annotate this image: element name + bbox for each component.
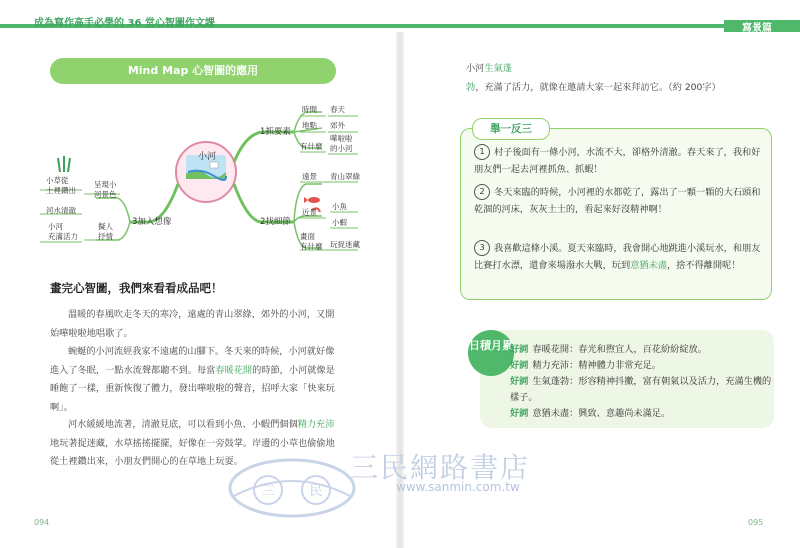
section-tag: 寫景篇: [742, 23, 772, 34]
mindmap-center-label: 小河: [197, 152, 216, 162]
book-title: 成為寫作高手必學的 36 堂心智圖作文課: [34, 18, 215, 29]
leaf-key: 擬人 抒情: [98, 222, 113, 241]
vocab-badge: 日積月累: [468, 330, 514, 376]
paragraph-text: 的時節，小河就像是睡飽了一樣，重新恢復了體力，發出嘩啦啦的聲音，招呼大家「快來玩啊」。: [50, 364, 335, 413]
branch-label-2: 2找細節: [260, 217, 291, 227]
leaf-key: 遠景: [302, 172, 317, 181]
mindmap-banner: Mind Map 心智圖的應用: [50, 58, 336, 84]
leaf-key: 地點: [302, 121, 317, 130]
logo-char: 三: [261, 484, 275, 499]
vocab-item: [510, 406, 774, 422]
example-text: 冬天來臨的時候，小河裡的水都乾了，露出了一顆一顆的大石頭和乾涸的河床，灰灰土土的，看起來好沒精神啊！: [474, 187, 761, 215]
number-badge: 2: [474, 184, 490, 200]
number-badge: 3: [474, 240, 490, 256]
vocab-tag: 好詞: [510, 408, 529, 419]
leaf-key: 近景: [302, 208, 317, 217]
vocab-text: 春暖花開：春光和煦宜人，百花紛紛綻放。: [532, 344, 707, 355]
page-number-left: 094: [34, 518, 50, 527]
vocab-item: [510, 358, 774, 374]
leaf-value: 玩捉迷藏: [330, 240, 360, 249]
vocab-tag: 好詞: [510, 376, 529, 387]
leaf-key: 有什麼: [300, 142, 323, 151]
paragraph-text: 地玩著捉迷藏，水草搖搖擺擺，好像在一旁鼓掌。岸邊的小草也偷偷地從土裡鑽出來，小朋友們開心的在草地上玩耍。: [50, 437, 335, 467]
paragraph-text: 蜿蜒的小河流經我家不遠處的山腳下。冬天來的時候，小河就好像進入了冬眠，一點水流聲都聽不到。每當: [50, 346, 335, 376]
paragraph-text: 小河: [466, 63, 485, 74]
vocab-text: 生氣蓬勃：形容精神抖擻，富有朝氣以及活力，充滿生機的樣子。: [510, 376, 772, 403]
leaf-value: 河水清澈: [46, 206, 76, 215]
vocab-text: 精力充沛：精神體力非常充足。: [532, 360, 661, 371]
branch-label-3: 3加入想像: [132, 217, 172, 227]
highlight-term: 春暖花開: [215, 364, 253, 376]
paragraph-text: 溫暖的春風吹走冬天的寒冷，遠處的青山翠綠，郊外的小河，又開始嘩啦啦地唱歌了。: [50, 309, 335, 339]
leaf-key: 時間: [302, 105, 317, 114]
bookstore-logo-icon: [228, 456, 356, 520]
number-badge: 1: [474, 144, 490, 160]
leaf-value: 小草從 土裡鑽出: [46, 176, 76, 195]
vocab-item: [510, 374, 774, 406]
leaf-value: 小蝦: [332, 218, 347, 227]
vocab-tag: 好詞: [510, 360, 529, 371]
highlight-term: 生氣蓬勃: [466, 63, 512, 93]
leaf-value: 春天: [330, 105, 345, 114]
example-text: 我喜歡這條小溪。夏天來臨時，我會開心地跳進小溪玩水，和朋友比賽打水漂，還會來場潑水大戰，玩到: [474, 243, 761, 271]
leaf-key: 畫面 有什麼: [300, 232, 323, 251]
highlight-term: 精力充沛: [297, 419, 335, 430]
leaf-value: 小魚: [332, 202, 347, 211]
paragraph-text: 河水緩緩地流著，清澈見底，可以看到小魚、小蝦們個個: [68, 419, 298, 430]
mindmap-labels: [36, 92, 366, 264]
paragraph-text: ，充滿了活力，就像在邀請大家一起來拜訪它。（約 200字）: [475, 81, 721, 93]
example-text: 村子後面有一條小河，水流不大，卻格外清澈。春天來了，我和好朋友們一起去河裡抓魚、抓蝦！: [474, 147, 761, 175]
leaf-key: 呈現小 河景色: [94, 180, 117, 199]
leaf-value: 小河 充滿活力: [48, 222, 78, 241]
leaf-value: 青山翠綠: [330, 172, 360, 181]
example-title: 舉一反三: [472, 118, 550, 140]
paragraph-2: [50, 343, 340, 417]
example-item: [474, 144, 764, 178]
paragraph-1: [50, 306, 340, 343]
page-number-right: 095: [748, 518, 764, 527]
vocab-item: [510, 342, 774, 358]
leaf-value: 嘩啦啦 的小河: [330, 134, 353, 153]
section-heading: 畫完心智圖，我們來看看成品吧！: [50, 281, 223, 295]
branch-label-1: 1抓要素: [260, 127, 291, 137]
example-item: [474, 184, 764, 218]
example-item: [474, 240, 764, 274]
highlight-term: 意猶未盡: [630, 260, 667, 271]
example-text: ，捨不得離開呢！: [666, 260, 741, 271]
logo-char: 民: [309, 484, 323, 499]
vocab-tag: 好詞: [510, 344, 529, 355]
vocab-text: 意猶未盡：興致、意趣尚未滿足。: [532, 408, 671, 419]
watermark-url: www.sanmin.com.tw: [396, 480, 520, 494]
intro-paragraph: [466, 60, 766, 97]
leaf-value: 郊外: [330, 121, 345, 130]
watermark-text: 三民網路書店: [350, 451, 531, 484]
